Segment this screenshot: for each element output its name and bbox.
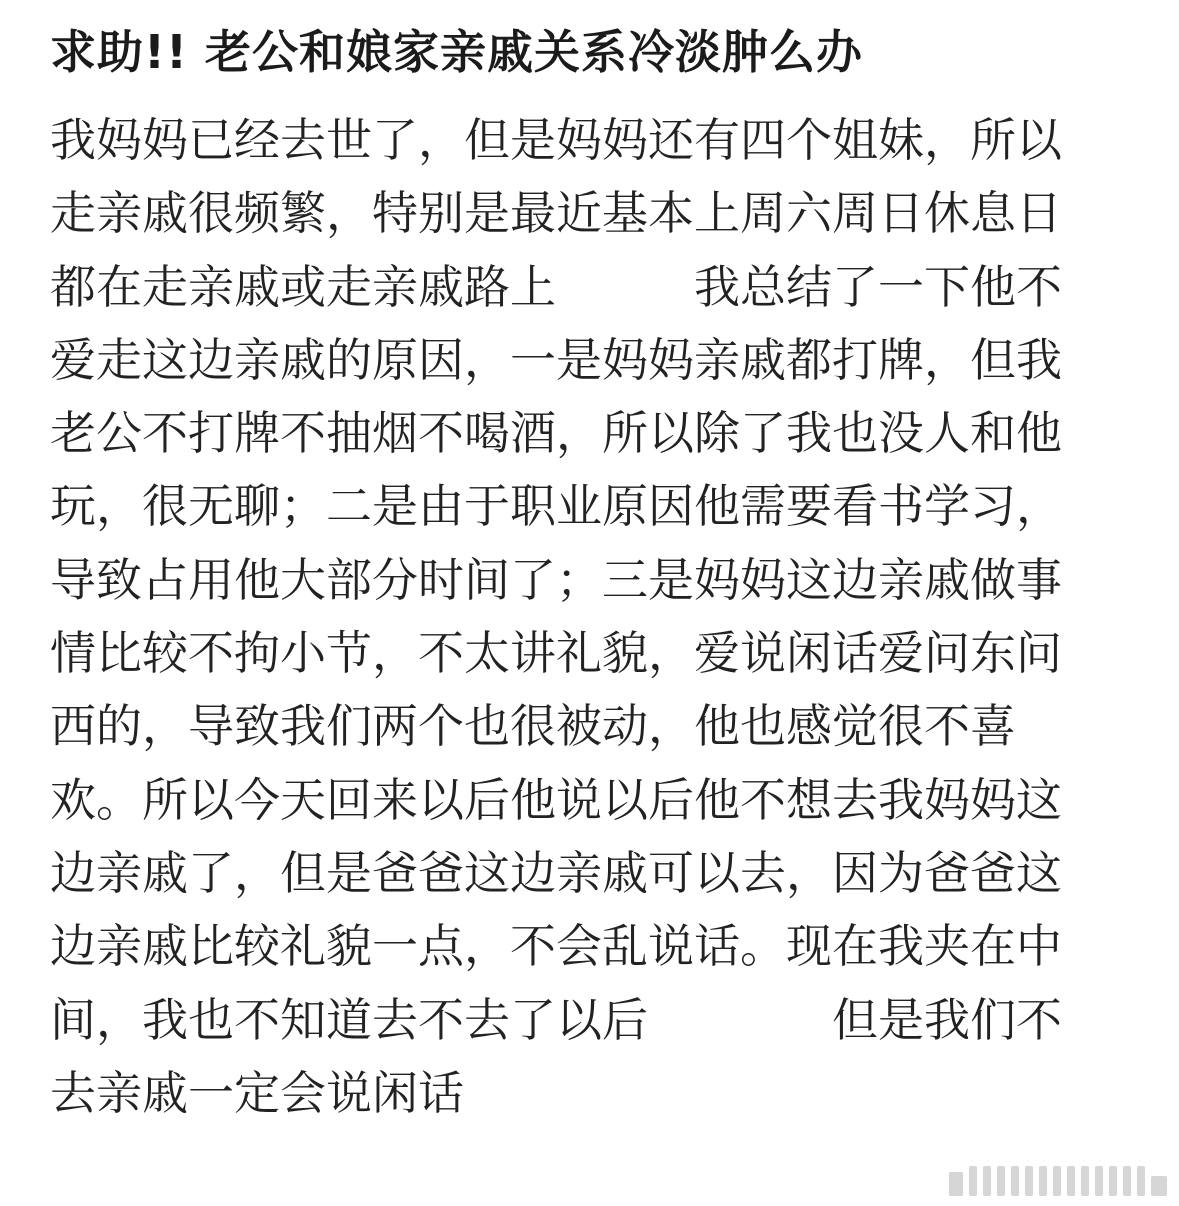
body-line: 老公不打牌不抽烟不喝酒，所以除了我也没人和他 [50,406,1062,461]
body-line: 玩，很无聊；二是由于职业原因他需要看书学习， [50,479,1062,534]
watermark [949,1166,1169,1196]
body-line: 情比较不拘小节，不太讲礼貌，爱说闲话爱问东问 [50,626,1062,681]
body-line: 西的，导致我们两个也很被动，他也感觉很不喜 [50,699,1016,754]
body-line: 我妈妈已经去世了，但是妈妈还有四个姐妹，所以 [50,113,1062,167]
body-line: 边亲戚了，但是爸爸这边亲戚可以去，因为爸爸这 [50,845,1062,900]
post-title: 求助!! 老公和娘家亲戚关系冷淡肿么办 [50,25,863,79]
post-body [50,104,1130,1130]
body-line: 间，我也不知道去不去了以后 但是我们不 [50,992,1062,1047]
signal-bars-watermark-icon [949,1166,1169,1196]
body-line: 去亲戚一定会说闲话 [50,1065,464,1120]
body-line: 边亲戚比较礼貌一点，不会乱说话。现在我夹在中 [50,919,1062,974]
body-line: 欢。所以今天回来以后他说以后他不想去我妈妈这 [50,772,1062,827]
post-content [50,20,1130,1130]
body-line: 都在走亲戚或走亲戚路上 我总结了一下他不 [50,259,1062,314]
body-line: 导致占用他大部分时间了；三是妈妈这边亲戚做事 [50,552,1062,607]
body-line: 爱走这边亲戚的原因，一是妈妈亲戚都打牌，但我 [50,332,1062,387]
body-line: 走亲戚很频繁，特别是最近基本上周六周日休息日 [50,186,1062,241]
